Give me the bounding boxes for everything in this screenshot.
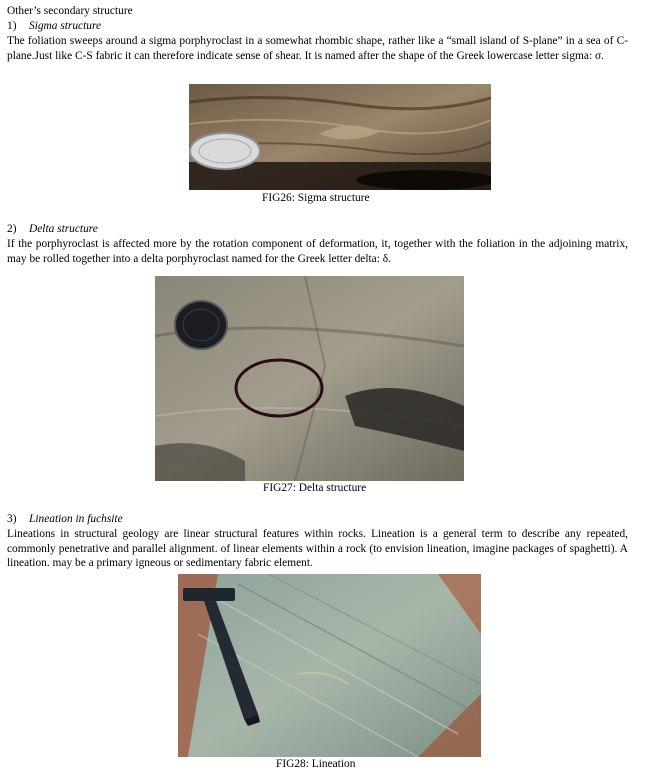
section-body-delta: If the porphyroclast is affected more by the rotation component of deformation, it, together with the foliation in the adjoining matrix, may be rolled together into a delta porphyroclast named for the Greek letter delta: δ. <box>7 238 628 265</box>
figure-caption-26: FIG26: Sigma structure <box>262 192 370 204</box>
lineation-photo <box>178 574 481 757</box>
section-heading-delta <box>7 222 98 236</box>
delta-structure-photo <box>155 276 464 481</box>
page-heading: Other’s secondary structure <box>7 5 133 17</box>
section-number: 1) <box>7 20 17 32</box>
section-title: Delta structure <box>29 223 98 235</box>
section-number: 2) <box>7 223 17 235</box>
section-title: Lineation in fuchsite <box>29 513 123 525</box>
sigma-structure-photo <box>189 84 491 190</box>
section-heading-lineation <box>7 512 123 526</box>
section-title: Sigma structure <box>29 20 102 32</box>
section-number: 3) <box>7 513 17 525</box>
section-body-lineation: Lineations in structural geology are linear structural features within rocks. Lineation is a general term to describe any repeated, commonly penetrative and parallel alignment. of linear elements within a rock (to envision lineation, imagine packages of spaghetti). A lineation. may be a primary igneous or sedimentary fabric element. <box>7 528 628 569</box>
section-heading-sigma <box>7 19 101 33</box>
figure-caption-28: FIG28: Lineation <box>276 758 356 770</box>
figure-caption-27: FIG27: Delta structure <box>263 482 367 494</box>
section-body-sigma: The foliation sweeps around a sigma porphyroclast in a somewhat rhombic shape, rather like a “small island of S-plane” in a sea of C-plane.Just like C-S fabric it can therefore indicate sense of shear. It is named after the shape of the Greek lowercase letter sigma: σ. <box>7 35 628 62</box>
